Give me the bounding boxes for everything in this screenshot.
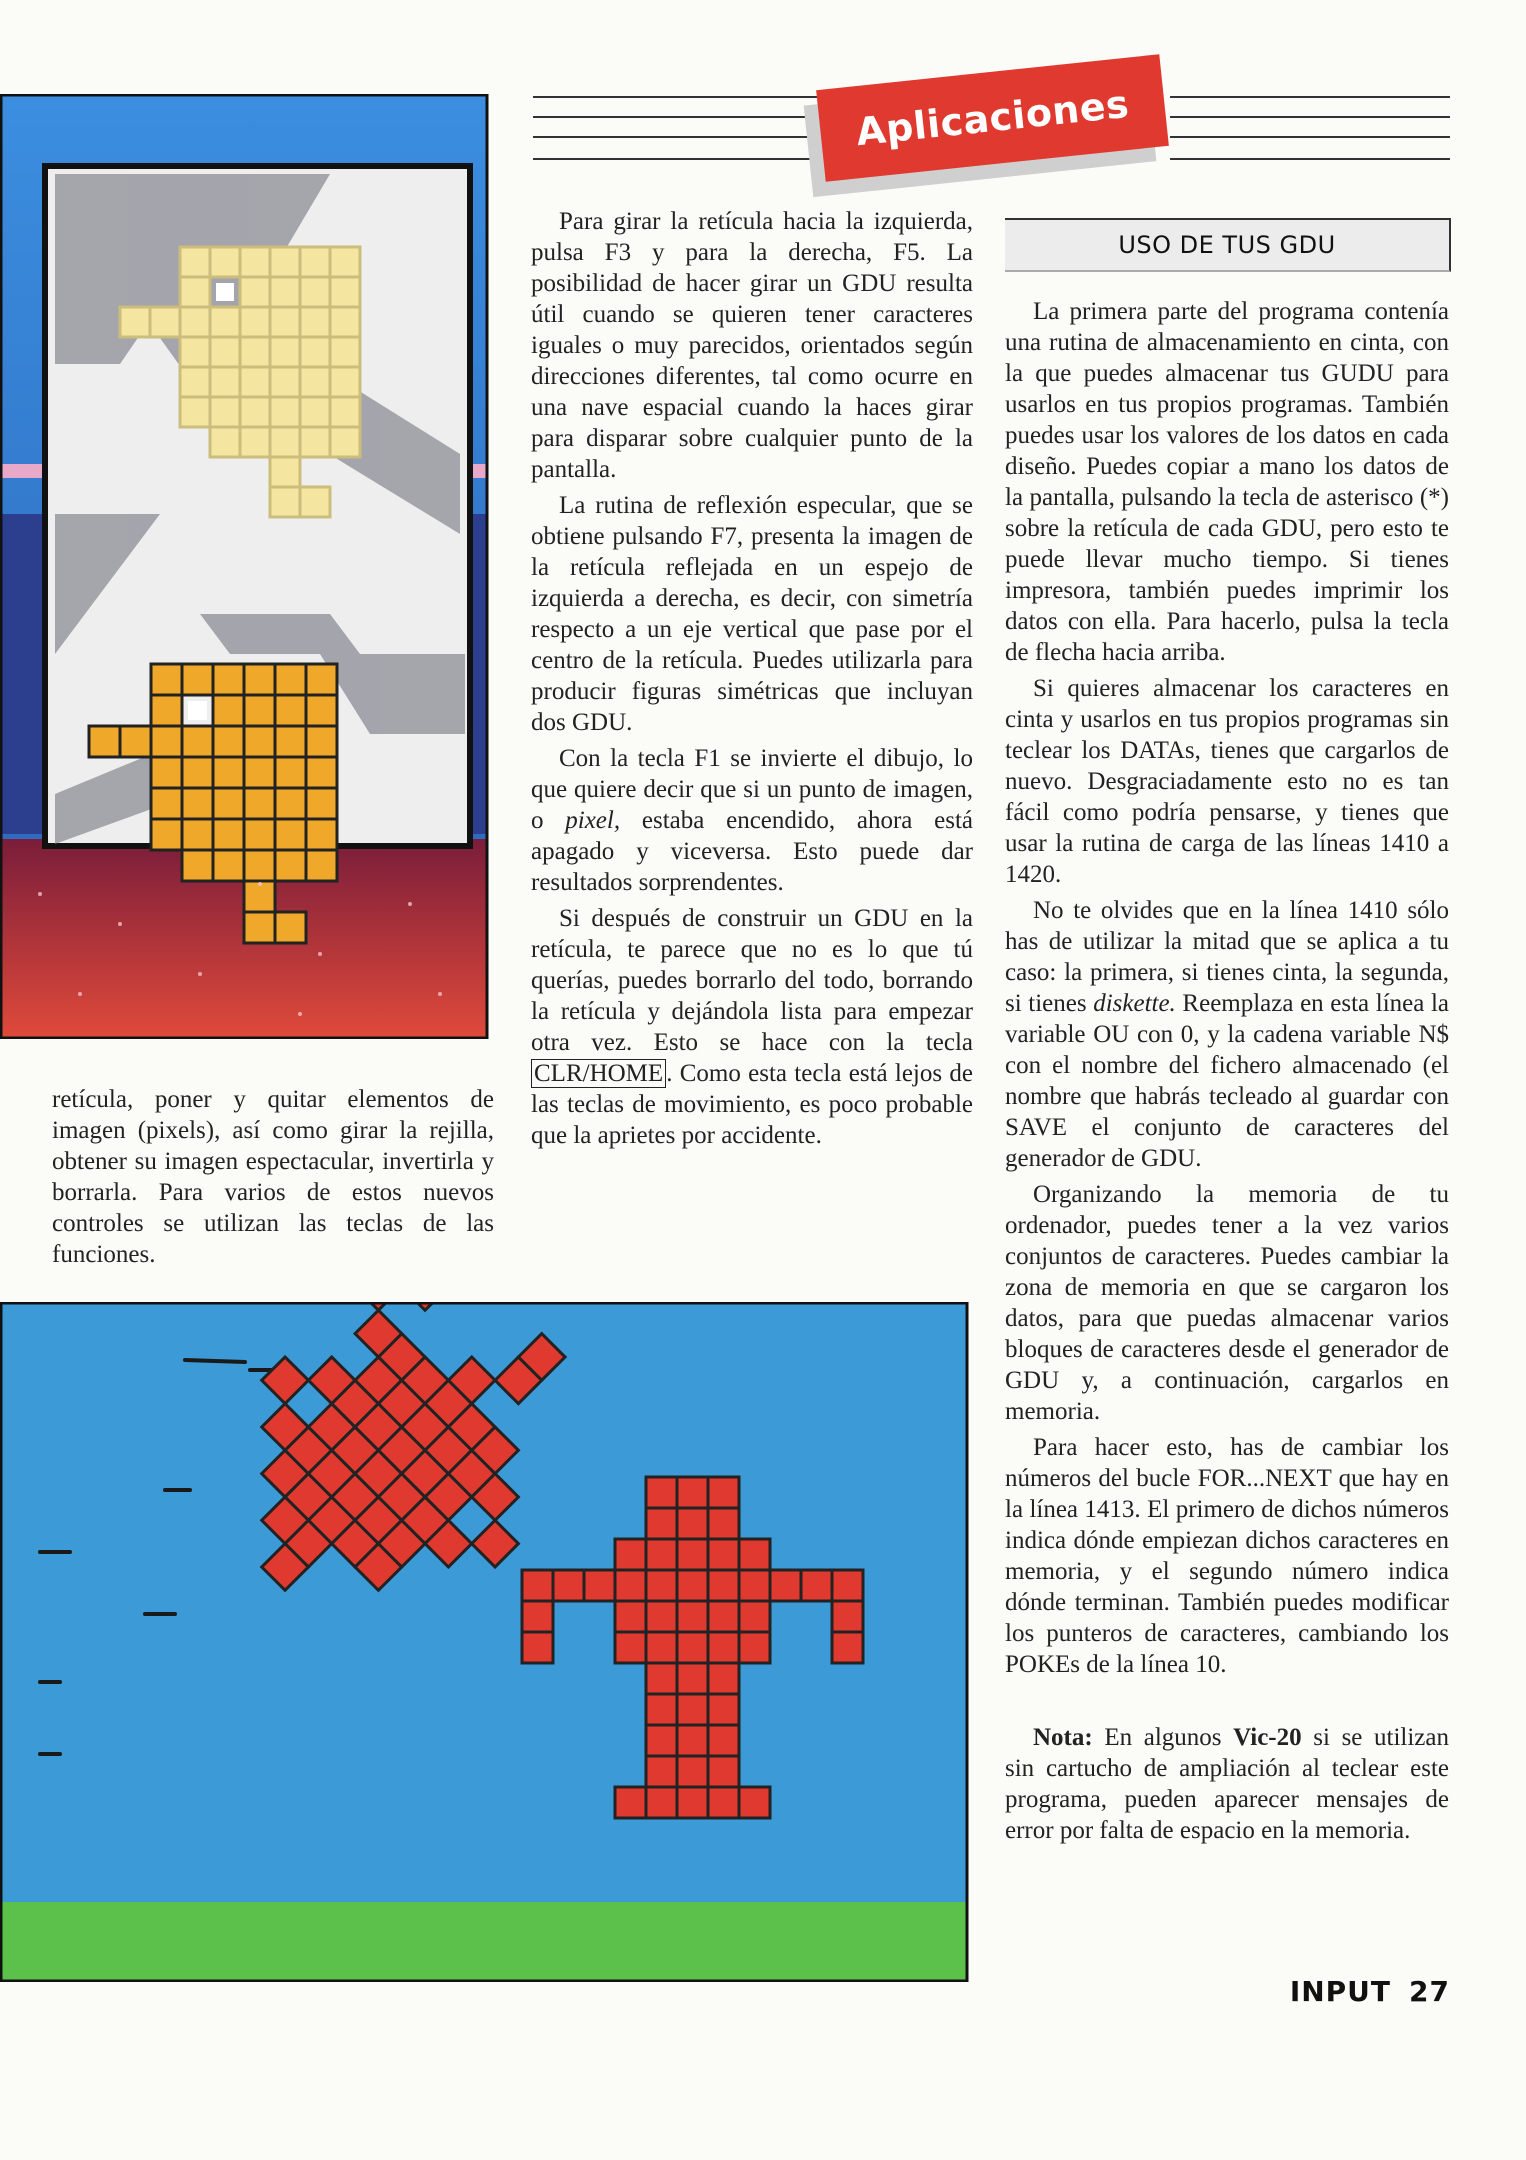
- bright-sprite-cell: [244, 912, 275, 943]
- faded-sprite-cell: [300, 397, 330, 427]
- faded-sprite-cell: [180, 337, 210, 367]
- faded-sprite-cell: [270, 337, 300, 367]
- bright-sprite-cell: [213, 757, 244, 788]
- faded-sprite-cell: [180, 307, 210, 337]
- robot-cell: [708, 1570, 739, 1601]
- bright-sprite-cell: [182, 726, 213, 757]
- bright-sprite-cell: [306, 695, 337, 726]
- robot-cell: [832, 1601, 863, 1632]
- bright-sprite-cell: [275, 788, 306, 819]
- faded-sprite-cell: [150, 307, 180, 337]
- robot-cell: [646, 1570, 677, 1601]
- middle-paragraph-2: La rutina de reflexión especular, que se obtiene pulsando F7, presenta la imagen de la retícula reflejada en un espejo de izquierda a derecha, es decir, con simetría respecto a un eje vertical que pase por el centro de la retícula. Puedes utilizarla para producir figuras simétricas que incluyan dos GDU.: [531, 492, 973, 736]
- faded-sprite-cell: [300, 307, 330, 337]
- faded-sprite-cell: [240, 427, 270, 457]
- robot-cell: [584, 1570, 615, 1601]
- robot-cell: [832, 1632, 863, 1663]
- faded-sprite-cell: [210, 337, 240, 367]
- bright-sprite-cell: [151, 726, 182, 757]
- faded-sprite-cell: [330, 337, 360, 367]
- robot-cell: [677, 1539, 708, 1570]
- robot-cell: [739, 1632, 770, 1663]
- bright-sprite-cell: [275, 664, 306, 695]
- robot-cell: [739, 1787, 770, 1818]
- section-header-title: USO DE TUS GDU: [1118, 231, 1336, 259]
- faded-sprite-cell: [240, 397, 270, 427]
- bright-sprite-cell: [182, 850, 213, 881]
- faded-sprite-cell: [270, 367, 300, 397]
- robot-cell: [708, 1756, 739, 1787]
- middle-column: [531, 206, 973, 1156]
- robot-cell: [677, 1694, 708, 1725]
- robot-cell: [615, 1601, 646, 1632]
- robot-sprites-illustration: [0, 1302, 970, 1982]
- faded-sprite-cell: [240, 307, 270, 337]
- faded-sprite-cell: [210, 367, 240, 397]
- bright-sprite-cell: [306, 664, 337, 695]
- sprite-eye: [188, 701, 207, 720]
- robot-cell: [646, 1756, 677, 1787]
- robot-cell: [677, 1787, 708, 1818]
- robot-cell: [677, 1477, 708, 1508]
- bright-sprite-cell: [244, 757, 275, 788]
- faded-sprite-cell: [330, 277, 360, 307]
- bright-sprite-cell: [182, 788, 213, 819]
- faded-sprite-cell: [300, 277, 330, 307]
- robot-cell: [801, 1570, 832, 1601]
- faded-sprite-cell: [270, 427, 300, 457]
- bright-sprite-cell: [182, 819, 213, 850]
- middle-paragraph-3: Con la tecla F1 se invierte el dibujo, lo que quiere decir que si un punto de imagen, o pixel, estaba encendido, ahora está apagado y viceversa. Esto puede dar resultados sorprendentes.: [531, 745, 973, 896]
- robot-cell: [646, 1725, 677, 1756]
- faded-sprite-cell: [180, 367, 210, 397]
- gdu-sprite-illustration: [0, 94, 490, 1039]
- faded-sprite-cell: [210, 397, 240, 427]
- bright-sprite-cell: [306, 819, 337, 850]
- bright-sprite-cell: [244, 726, 275, 757]
- robot-cell: [646, 1508, 677, 1539]
- faded-sprite-cell: [330, 397, 360, 427]
- robot-cell: [677, 1570, 708, 1601]
- robot-cell: [708, 1477, 739, 1508]
- bright-sprite-cell: [213, 695, 244, 726]
- bright-sprite-cell: [213, 850, 244, 881]
- robot-cell: [646, 1632, 677, 1663]
- right-column: [1005, 296, 1449, 1851]
- robot-cell: [646, 1601, 677, 1632]
- robot-cell: [615, 1539, 646, 1570]
- faded-sprite-cell: [180, 397, 210, 427]
- faded-sprite-cell: [330, 307, 360, 337]
- faded-sprite-cell: [300, 367, 330, 397]
- faded-sprite-cell: [330, 427, 360, 457]
- magazine-name: INPUT: [1289, 1975, 1392, 2008]
- robot-cell: [832, 1570, 863, 1601]
- header-rules-right: [1170, 96, 1450, 166]
- bright-sprite-cell: [275, 726, 306, 757]
- robot-cell: [677, 1601, 708, 1632]
- robot-cell: [739, 1570, 770, 1601]
- bright-sprite-cell: [151, 788, 182, 819]
- page-number: 27: [1409, 1975, 1450, 2008]
- note-label: Nota:: [1033, 1724, 1093, 1751]
- bright-sprite-cell: [306, 788, 337, 819]
- robot-cell: [553, 1570, 584, 1601]
- bright-sprite-cell: [244, 819, 275, 850]
- robot-cell: [677, 1756, 708, 1787]
- robot-cell: [677, 1632, 708, 1663]
- bright-sprite-cell: [213, 788, 244, 819]
- faded-sprite-cell: [180, 247, 210, 277]
- bright-sprite-cell: [182, 664, 213, 695]
- header-rules-left: [533, 96, 823, 166]
- section-banner-title: Aplicaciones: [853, 81, 1132, 155]
- faded-sprite-cell: [180, 277, 210, 307]
- bright-sprite-cell: [151, 757, 182, 788]
- grass-ground: [0, 1902, 968, 1982]
- robot-cell: [739, 1539, 770, 1570]
- robot-cell: [646, 1663, 677, 1694]
- robot-cell: [677, 1725, 708, 1756]
- robot-cell: [770, 1570, 801, 1601]
- faded-sprite-cell: [270, 307, 300, 337]
- bright-sprite-cell: [182, 757, 213, 788]
- bright-sprite-cell: [275, 757, 306, 788]
- robot-cell: [646, 1787, 677, 1818]
- bright-sprite-cell: [275, 819, 306, 850]
- bright-sprite-cell: [275, 912, 306, 943]
- faded-sprite-cell: [300, 337, 330, 367]
- sky-background: [0, 1302, 968, 1982]
- faded-sprite-cell: [210, 307, 240, 337]
- left-column-paragraph: retícula, poner y quitar elementos de imagen (pixels), así como girar la rejilla, obtener su imagen espectacular, invertirla y borrarla. Para varios de estos nuevos controles se utilizan las teclas de las funciones.: [52, 1086, 494, 1268]
- note-paragraph: Nota: En algunos Vic-20 si se utilizan sin cartucho de ampliación al teclear este programa, pueden aparecer mensajes de error por falta de espacio en la memoria.: [1005, 1724, 1449, 1844]
- faded-sprite-cell: [240, 337, 270, 367]
- faded-sprite-cell: [330, 247, 360, 277]
- bright-sprite-cell: [306, 850, 337, 881]
- robot-cell: [708, 1539, 739, 1570]
- clr-home-key: CLR/HOME: [531, 1059, 666, 1088]
- robot-cell: [708, 1663, 739, 1694]
- faded-sprite-cell: [240, 247, 270, 277]
- bright-sprite-cell: [244, 695, 275, 726]
- faded-sprite-cell: [240, 277, 270, 307]
- robot-cell: [522, 1570, 553, 1601]
- faded-sprite-cell: [300, 427, 330, 457]
- bright-sprite-cell: [213, 726, 244, 757]
- faded-sprite-cell: [270, 487, 300, 517]
- bright-sprite-cell: [89, 726, 120, 757]
- right-paragraph-4: Organizando la memoria de tu ordenador, puedes tener a la vez varios conjuntos de caracteres. Puedes cambiar la zona de memoria en que se cargaron los datos, para que puedas almacenar varios bloques de caracteres desde el generador de GDU y, a continuación, cargarlos en memoria.: [1005, 1181, 1449, 1425]
- bright-sprite-cell: [244, 664, 275, 695]
- bright-sprite-cell: [244, 788, 275, 819]
- robot-cell: [615, 1570, 646, 1601]
- bright-sprite-cell: [120, 726, 151, 757]
- bright-sprite-cell: [151, 695, 182, 726]
- robot-cell: [615, 1787, 646, 1818]
- robot-cell: [646, 1539, 677, 1570]
- page-footer: [1290, 1975, 1450, 2008]
- faded-sprite-cell: [270, 277, 300, 307]
- sprite-eye: [216, 283, 234, 301]
- bright-sprite-cell: [275, 695, 306, 726]
- middle-paragraph-4: Si después de construir un GDU en la retícula, te parece que no es lo que tú querías, puedes borrarlo del todo, borrando la retícula y dejándola lista para empezar otra vez. Esto se hace con la tecla CLR/HOME . Como esta tecla está lejos de las teclas de movimiento, es poco probable que la aprietes por accidente.: [531, 905, 973, 1149]
- robot-cell: [677, 1508, 708, 1539]
- bright-sprite-cell: [151, 819, 182, 850]
- faded-sprite-cell: [300, 247, 330, 277]
- robot-cell: [677, 1663, 708, 1694]
- bright-sprite-cell: [213, 819, 244, 850]
- faded-sprite-cell: [270, 397, 300, 427]
- section-header-box: [1005, 218, 1451, 272]
- right-paragraph-5: Para hacer esto, has de cambiar los números del bucle FOR...NEXT que hay en la línea 1413. El primero de dichos números indica dónde empiezan dichos caracteres en memoria, y el segundo número indica dónde terminan. También puedes modificar los punteros de caracteres, cambiando los POKEs de la línea 10.: [1005, 1434, 1449, 1678]
- faded-sprite-cell: [210, 247, 240, 277]
- robot-cell: [708, 1632, 739, 1663]
- left-column: [52, 1084, 494, 1275]
- bright-sprite-cell: [213, 664, 244, 695]
- right-paragraph-1: La primera parte del programa contenía una rutina de almacenamiento en cinta, con la que puedes almacenar tus GUDU para usarlos en tus propios programas. También puedes usar los valores de los datos en cada diseño. Puedes copiar a mano los datos de la pantalla, pulsando la tecla de asterisco (*) sobre la retícula de cada GDU, pero esto te puede llevar mucho tiempo. Si tienes impresora, también puedes imprimir los datos con ella. Para hacerlo, pulsa la tecla de flecha hacia arriba.: [1005, 298, 1449, 666]
- robot-cell: [708, 1508, 739, 1539]
- robot-cell: [708, 1725, 739, 1756]
- bright-sprite-cell: [306, 757, 337, 788]
- robot-cell: [646, 1694, 677, 1725]
- faded-sprite-cell: [300, 487, 330, 517]
- robot-cell: [708, 1601, 739, 1632]
- faded-sprite-cell: [240, 367, 270, 397]
- bright-sprite-cell: [275, 850, 306, 881]
- right-paragraph-3: No te olvides que en la línea 1410 sólo has de utilizar la mitad que se aplica a tu caso: la primera, si tienes cinta, la segunda, si tienes diskette. Reemplaza en esta línea la variable OU con 0, y la cadena variable N$ con el nombre del fichero almacenado (el nombre que habrás tecleado al guardar con SAVE el conjunto de caracteres del generador de GDU.: [1005, 897, 1449, 1172]
- faded-sprite-cell: [270, 457, 300, 487]
- faded-sprite-cell: [210, 427, 240, 457]
- faded-sprite-cell: [330, 367, 360, 397]
- section-banner: [816, 54, 1169, 182]
- faded-sprite-cell: [270, 247, 300, 277]
- middle-paragraph-1: Para girar la retícula hacia la izquierda, pulsa F3 y para la derecha, F5. La posibilidad de hacer girar un GDU resulta útil cuando se quieren tener caracteres iguales o muy parecidos, orientados según direcciones diferentes, tal como ocurre en una nave espacial cuando la haces girar para disparar sobre cualquier punto de la pantalla.: [531, 208, 973, 483]
- faded-sprite-cell: [120, 307, 150, 337]
- robot-cell: [522, 1601, 553, 1632]
- robot-cell: [522, 1632, 553, 1663]
- bright-sprite-cell: [306, 726, 337, 757]
- robot-cell: [646, 1477, 677, 1508]
- bright-sprite-cell: [151, 664, 182, 695]
- robot-cell: [708, 1787, 739, 1818]
- right-paragraph-2: Si quieres almacenar los caracteres en cinta y usarlos en tus propios programas sin teclear los DATAs, tienes que cargarlos de nuevo. Desgraciadamente esto no es tan fácil como podría pensarse, y tienes que usar la rutina de carga de las líneas 1410 a 1420.: [1005, 675, 1449, 888]
- robot-cell: [708, 1694, 739, 1725]
- robot-cell: [739, 1601, 770, 1632]
- bright-sprite-cell: [244, 850, 275, 881]
- robot-cell: [615, 1632, 646, 1663]
